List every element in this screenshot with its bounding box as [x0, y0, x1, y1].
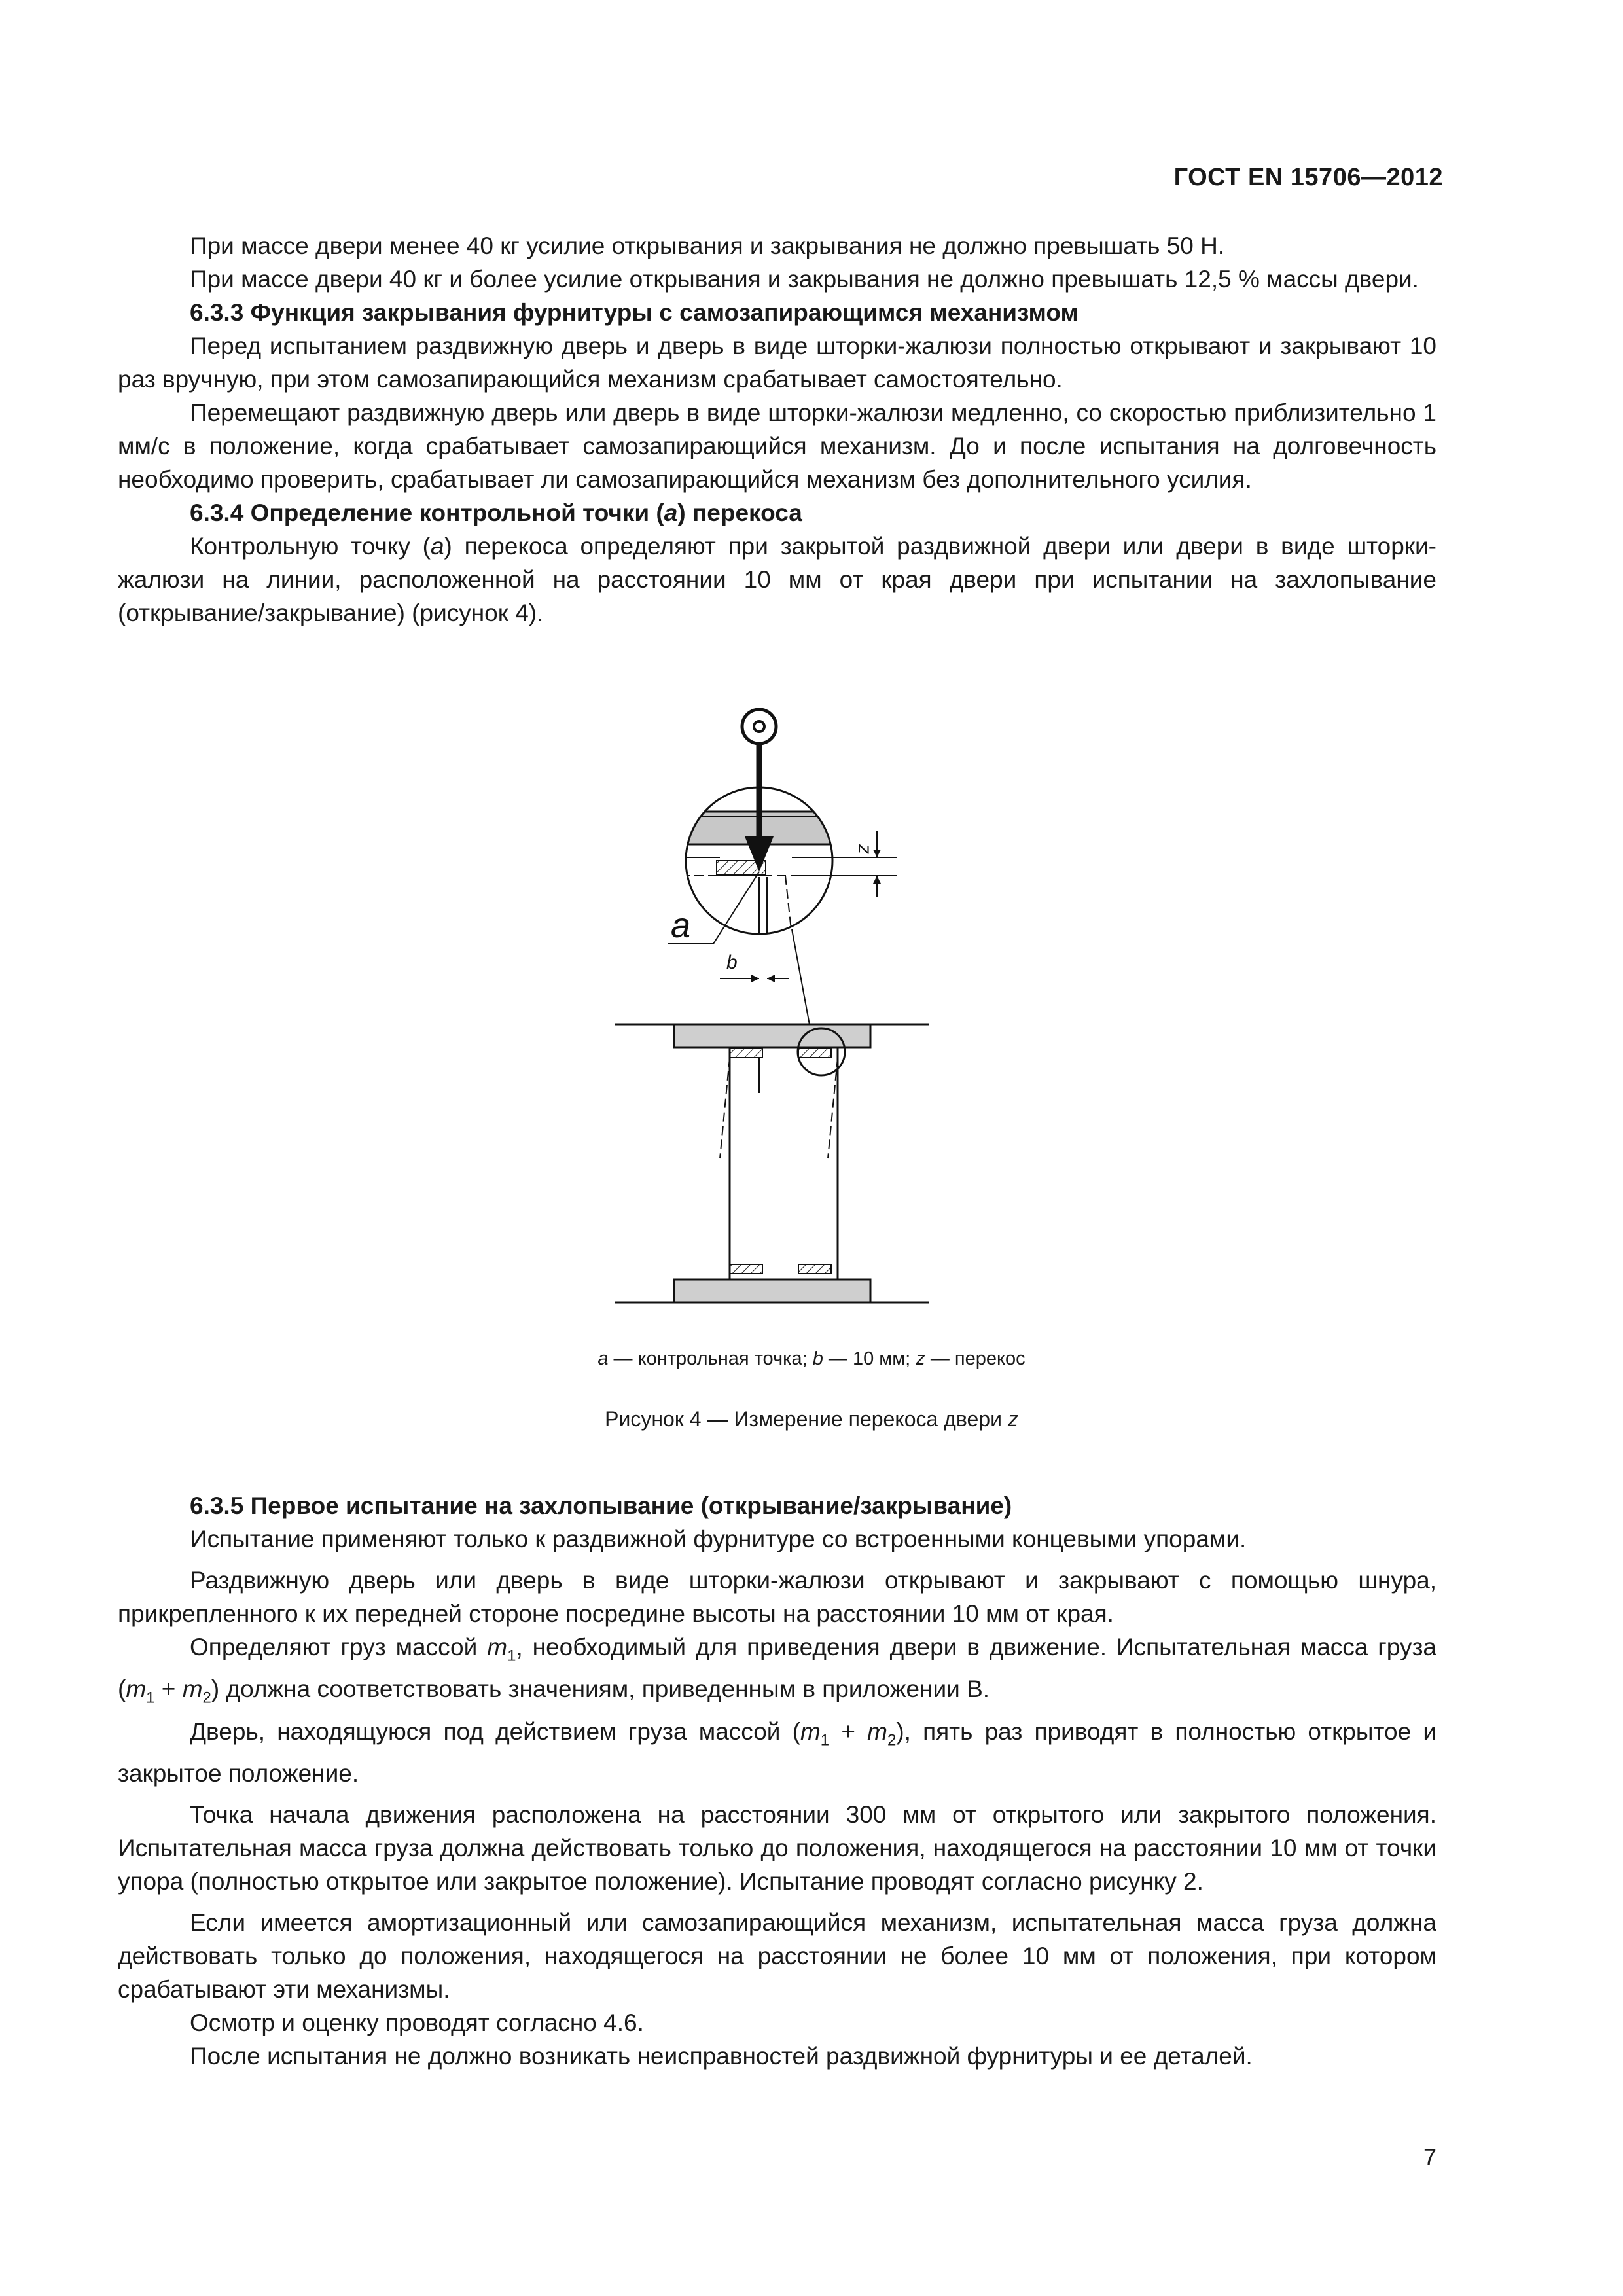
door-body [720, 1028, 845, 1280]
paragraph: Раздвижную дверь или дверь в виде шторки-жалюзи открывают и закрывают с помощью шнура, прикрепленного к их передней стороне посредине высоты на расстоянии 10 мм от края. [118, 1567, 1436, 1627]
b-dimension [720, 975, 789, 982]
dial-gauge-icon [742, 709, 776, 744]
figure-legend: a — контрольная точка; b — 10 мм; z — перекос [597, 1348, 1026, 1369]
section-heading-6-3-3: 6.3.3 Функция закрывания фурнитуры с самозапирающимся механизмом [190, 299, 1079, 326]
bottom-rail [674, 1280, 870, 1302]
paragraph: Определяют груз массой $m_1$, необходимый для приведения двери в движение. Испытательная масса груза $(m_1 + m_2)$ должна соответствовать значениям, приведенным в приложении В. [118, 1634, 1436, 1707]
paragraph: Дверь, находящуюся под действием груза массой $(m_1 + m_2)$, пять раз приводят в полностью открытое и закрытое положение. [118, 1717, 1437, 1787]
top-rail [674, 1024, 870, 1047]
label-a: a [671, 906, 691, 945]
paragraph: Осмотр и оценку проводят согласно 4.6. [190, 2009, 644, 2037]
section-heading-6-3-4: 6.3.4 Определение контрольной точки (a) перекоса [190, 499, 802, 526]
paragraph: Перемещают раздвижную дверь или дверь в виде шторки-жалюзи медленно, со скоростью приблизительно 1 мм/с в положение, когда срабатывает самозапирающийся механизм. До и после испытания на долговечность необходимо проверить, срабатывает ли самозапирающийся механизм без дополнительного усилия. [118, 399, 1436, 493]
detail-leader-line [792, 929, 812, 1035]
page-number: 7 [1423, 2144, 1436, 2170]
paragraph: После испытания не должно возникать неисправностей раздвижной фурнитуры и ее деталей. [190, 2043, 1253, 2070]
bottom-text-block [118, 1489, 1436, 2073]
paragraph: Перед испытанием раздвижную дверь и дверь в виде шторки-жалюзи полностью открывают и закрывают 10 раз вручную, при этом самозапирающийся механизм срабатывает самостоятельно. [118, 332, 1436, 393]
label-b: b [726, 952, 738, 973]
top-text-block [118, 229, 1436, 630]
section-heading-6-3-5: 6.3.5 Первое испытание на захлопывание (открывание/закрывание) [190, 1492, 1012, 1519]
label-z: z [854, 844, 876, 854]
figure-4-diagram [0, 700, 1623, 1316]
paragraph: Испытание применяют только к раздвижной фурнитуре со встроенными концевыми упорами. [190, 1526, 1247, 1552]
document-code-header: ГОСТ EN 15706—2012 [1173, 164, 1443, 191]
paragraph: При массе двери менее 40 кг усилие открывания и закрывания не должно превышать 50 Н. [190, 232, 1225, 259]
paragraph: Если имеется амортизационный или самозапирающийся механизм, испытательная масса груза должна действовать только до положения, находящегося на расстоянии не более 10 мм от положения, при котором срабатывают эти механизмы. [118, 1909, 1436, 2003]
paragraph: Точка начала движения расположена на расстоянии 300 мм от открытого или закрытого положения. Испытательная масса груза должна действовать только до положения, находящегося на расстоянии 10 мм от точки упора (полностью открытое или закрытое положение). Испытание проводят согласно рисунку 2. [118, 1801, 1436, 1895]
paragraph: При массе двери 40 кг и более усилие открывания и закрывания не должно превышать 12,5 % массы двери. [190, 266, 1419, 293]
figure-caption: Рисунок 4 — Измерение перекоса двери z [605, 1407, 1018, 1431]
paragraph: Контрольную точку (a) перекоса определяют при закрытой раздвижной двери или двери в виде шторки-жалюзи на линии, расположенной на расстоянии 10 мм от края двери при испытании на захлопывание (открывание/закрывание) (рисунок 4). [118, 533, 1436, 626]
